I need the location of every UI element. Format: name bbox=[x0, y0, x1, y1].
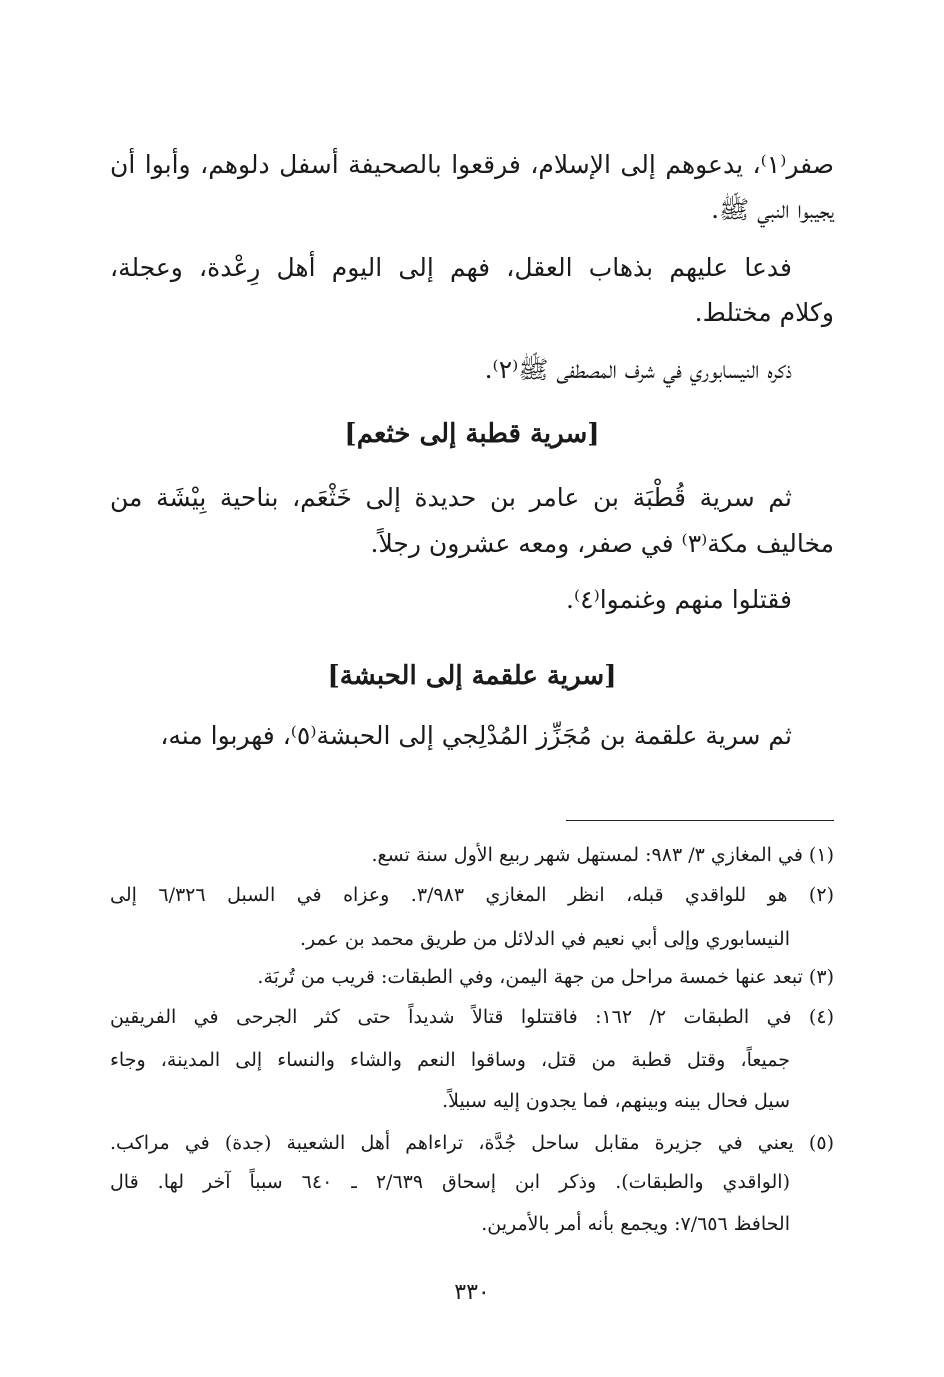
section-heading-qutba: [سرية قطبة إلى خثعم] bbox=[344, 419, 600, 449]
footnote-5-line-1: (٥) يعني في جزيرة مقابل ساحل جُدَّة، تراءاهم أهل الشعيبة (جدة) في مراكب. bbox=[110, 1132, 834, 1154]
footnote-4-line-2: جميعاً، وقتل قطبة من قتل، وساقوا النعم والشاء والنساء إلى المدينة، وجاء bbox=[110, 1049, 790, 1071]
body-line-7: مخاليف مكة⁽٣⁾ في صفر، ومعه عشرون رجلاً. bbox=[370, 529, 834, 558]
body-line-9: ثم سرية علقمة بن مُجَزِّز المُدْلِجي إلى الحبشة⁽٥⁾، فهربوا منه، bbox=[160, 721, 792, 750]
footnote-1: (١) في المغازي ٣/ ٩٨٣: لمستهل شهر ربيع الأول سنة تسع. bbox=[371, 844, 834, 866]
body-line-1: صفر⁽١⁾، يدعوهم إلى الإسلام، فرقعوا بالصحيفة أسفل دلوهم، وأبوا أن bbox=[110, 150, 834, 179]
footnote-2-line-2: النيسابوري وإلى أبي نعيم في الدلائل من طريق محمد بن عمر. bbox=[300, 928, 790, 950]
footnote-5-line-2: (الواقدي والطبقات). وذكر ابن إسحاق ٢/٦٣٩ ـ ٦٤٠ سبباً آخر لها. قال bbox=[110, 1171, 790, 1193]
footnote-4-line-1: (٤) في الطبقات ٢/ ١٦٢: فاقتتلوا قتالاً شديداً حتى كثر الجرحى في الفريقين bbox=[110, 1006, 834, 1028]
page-number: ٣٣٠ bbox=[454, 1280, 490, 1305]
footnote-3: (٣) تبعد عنها خمسة مراحل من جهة اليمن، وفي الطبقات: قريب من تُربَة. bbox=[257, 966, 834, 988]
book-page bbox=[110, 0, 834, 1377]
body-line-8: فقتلوا منهم وغنموا⁽٤⁾. bbox=[566, 585, 792, 614]
section-heading-alqama: [سرية علقمة إلى الحبشة] bbox=[327, 661, 617, 691]
footnote-5-line-3: الحافظ ٧/٦٥٦: ويجمع بأنه أمر بالأمرين. bbox=[481, 1213, 790, 1235]
body-line-4: وكلام مختلط. bbox=[694, 298, 834, 327]
body-line-5: ذكره النيسابوري في شرف المصطفى ﷺ⁽٢⁾. bbox=[484, 355, 792, 384]
body-line-2: يجيبوا النبي ﷺ. bbox=[711, 195, 834, 224]
footnote-4-line-3: سيل فحال بينه وبينهم، فما يجدون إليه سبيلاً. bbox=[442, 1090, 790, 1112]
footnote-2-line-1: (٢) هو للواقدي قبله، انظر المغازي ٣/٩٨٣. وعزاه في السبل ٦/٣٢٦ إلى bbox=[110, 884, 834, 906]
footnote-separator bbox=[566, 820, 834, 821]
body-line-6: ثم سرية قُطْبَة بن عامر بن حديدة إلى خَثْعَم، بناحية بِيْشَة من bbox=[110, 483, 792, 512]
body-line-3: فدعا عليهم بذهاب العقل، فهم إلى اليوم أهل رِعْدة، وعجلة، bbox=[110, 253, 792, 282]
